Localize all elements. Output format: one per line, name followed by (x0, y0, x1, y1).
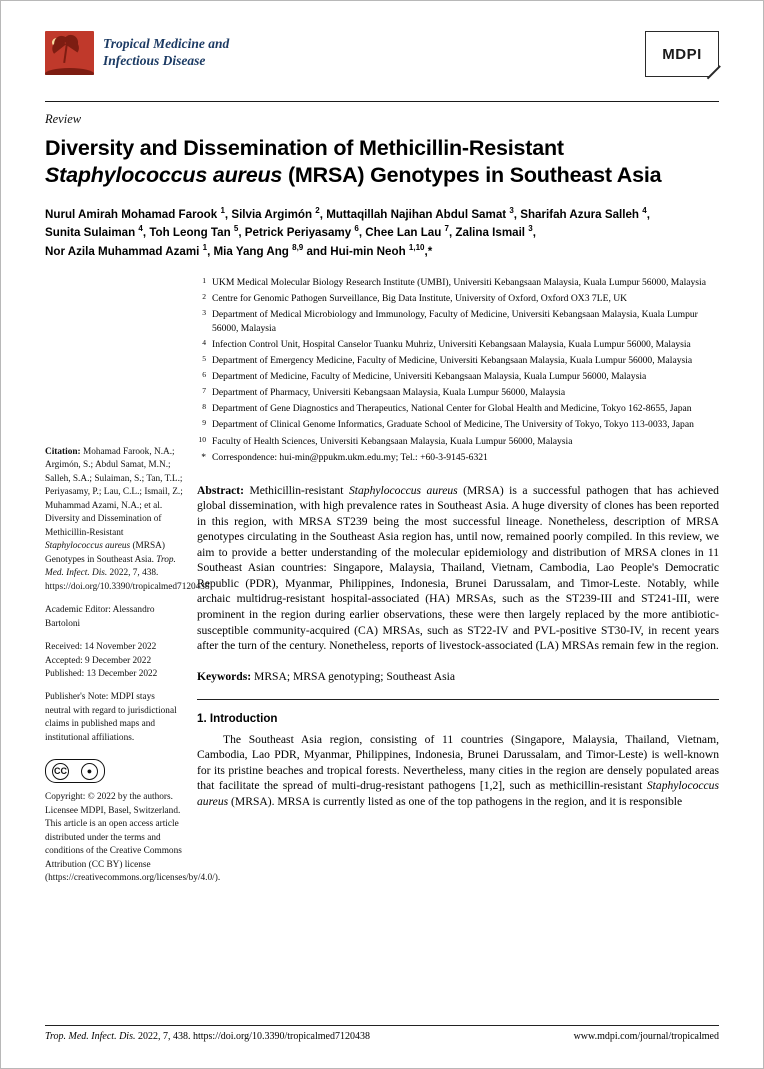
accepted-date: Accepted: 9 December 2022 (45, 655, 152, 666)
header-divider (45, 101, 719, 102)
affiliation-item (197, 308, 719, 335)
title-line1: Diversity and Dissemination of Methicillin-Resistant (45, 136, 564, 160)
affiliation-item (197, 402, 719, 416)
cc-by-mark (75, 760, 104, 782)
academic-editor-label: Academic Editor: (45, 605, 111, 616)
keywords-text: MRSA; MRSA genotyping; Southeast Asia (251, 669, 455, 683)
correspondence-marker: * (201, 451, 206, 463)
footer-journal: Trop. Med. Infect. Dis. (45, 1031, 136, 1042)
citation-text-1: Mohamad Farook, N.A.; Argimón, S.; Abdul Samat, M.N.; Salleh, S.A.; Sulaiman, S.; Tan, T.L.; Periyasamy, P.; Lau, C.L.; Ismail, Z.; Muhammad Azami, N.A.; et al. Diversity and Dissemination of Methicillin-Resistant (45, 446, 183, 538)
affiliation-text: Department of Medicine, Faculty of Medicine, Universiti Kebangsaan Malaysia, Kuala Lumpur 56000, Malaysia (212, 371, 647, 383)
cc-mark (46, 760, 75, 782)
affiliation-text: Faculty of Health Sciences, Universiti Kebangsaan Malaysia, Kuala Lumpur 56000, Malaysia (212, 435, 573, 447)
affiliation-item (197, 418, 719, 432)
affiliation-number: 10 (198, 434, 206, 444)
affiliation-item (197, 354, 719, 368)
affiliation-number: 9 (202, 418, 206, 428)
academic-editor (45, 604, 183, 631)
citation-label: Citation: (45, 446, 81, 457)
affiliation-number: 3 (202, 308, 206, 318)
publishers-note-label: Publisher's Note: (45, 692, 109, 703)
page-title (45, 135, 719, 190)
affiliation-text: Department of Gene Diagnostics and Therapeutics, National Center for Global Health and Medicine, Tokyo 162-8655, Japan (212, 403, 692, 415)
abstract-text-1: Methicillin-resistant (244, 483, 349, 497)
affiliation-number: 4 (202, 337, 206, 347)
journal-title-line2: Infectious Disease (103, 53, 206, 68)
affiliation-text: Infection Control Unit, Hospital Canselor Tuanku Muhriz, Universiti Kebangsaan Malaysia, Kuala Lumpur 56000, Malaysia (212, 338, 691, 350)
citation-block (45, 446, 210, 594)
cc-by-person-icon: ● (81, 763, 98, 780)
affiliation-text: Department of Clinical Genome Informatics, Graduate School of Medicine, The University of Tokyo, Tokyo 113-0033, Japan (212, 419, 694, 431)
affiliation-item (197, 276, 719, 290)
journal-title (103, 36, 229, 70)
creative-commons-by-icon (45, 759, 105, 783)
footer-url[interactable]: www.mdpi.com/journal/tropicalmed (573, 1031, 719, 1042)
citation-species: Staphylococcus aureus (45, 541, 131, 552)
article-type: Review (45, 112, 82, 126)
abstract (197, 483, 719, 654)
affiliation-text: Department of Pharmacy, Universiti Kebangsaan Malaysia, Kuala Lumpur 56000, Malaysia (212, 387, 566, 399)
affiliation-number: 6 (202, 370, 206, 380)
affiliation-number: 8 (202, 402, 206, 412)
academic-editor-name: Alessandro Bartoloni (45, 605, 155, 629)
affiliation-number: 5 (202, 353, 206, 363)
journal-brand (45, 31, 229, 75)
citation-text-3: 2022, 7, 438. https://doi.org/10.3390/tropicalmed7120438 (45, 568, 210, 592)
affiliation-number: 2 (202, 292, 206, 302)
introduction-text-2: (MRSA). MRSA is currently listed as one of the top pathogens in the region, and it is responsible (228, 794, 683, 808)
affiliation-item (197, 386, 719, 400)
affiliation-item (197, 435, 719, 449)
author-line-3: Nor Azila Muhammad Azami $^1$, Mia Yang Ang $^{8,9}$ and Hui-min Neoh $^{1,10}$,* (45, 243, 433, 259)
palm-tree-sun-logo (45, 31, 94, 75)
author-line-2: Sunita Sulaiman $^4$, Toh Leong Tan $^5$, Petrick Periyasamy $^6$, Chee Lan Lau $^7$, Zalina Ismail $^3$, (45, 224, 536, 240)
received-date: Received: 14 November 2022 (45, 642, 157, 653)
mdpi-logo-text: MDPI (662, 45, 702, 63)
affiliation-item (197, 292, 719, 306)
keywords (197, 670, 719, 683)
affiliation-number: 1 (202, 275, 206, 285)
author-list (45, 206, 719, 262)
affiliation-text: Department of Emergency Medicine, Faculty of Medicine, Universiti Kebangsaan Malaysia, Kuala Lumpur 56000, Malaysia (212, 354, 693, 366)
section-heading-introduction: 1. Introduction (197, 711, 278, 725)
abstract-species: Staphylococcus aureus (348, 483, 458, 497)
content-columns (45, 276, 719, 886)
affiliation-text: Centre for Genomic Pathogen Surveillance, Big Data Institute, University of Oxford, Oxford OX3 7LE, UK (212, 293, 628, 305)
publishers-note-text: MDPI stays neutral with regard to jurisdictional claims in published maps and institutional affiliations. (45, 692, 177, 743)
citation-text-2: (MRSA) Genotypes in Southeast Asia. (45, 541, 165, 565)
affiliation-text: Department of Medical Microbiology and Immunology, Faculty of Medicine, Universiti Kebangsaan Malaysia, Kuala Lumpur 56000, Malaysia (212, 309, 698, 334)
citation-journal: Trop. Med. Infect. Dis. (45, 554, 176, 579)
author-line-1: Nurul Amirah Mohamad Farook $^1$, Silvia Argimón $^2$, Muttaqillah Najihan Abdul Samat $^3$, Sharifah Azura Salleh $^4$, (45, 205, 650, 221)
copyright-label: Copyright: (45, 792, 86, 803)
mdpi-logo (645, 31, 719, 77)
publishers-note (45, 691, 183, 745)
correspondence-text[interactable]: Correspondence: hui-min@ppukm.ukm.edu.my; Tel.: +60-3-9145-6321 (212, 451, 488, 463)
affiliation-item (197, 370, 719, 384)
introduction-species: Staphylococcus aureus (197, 779, 719, 808)
copyright-text: © 2022 by the authors. Licensee MDPI, Basel, Switzerland. This article is an open access article distributed under the terms and conditions of the Creative Commons Attribution (CC BY) license (https://creativecommons.org/licenses/by/4.0/). (45, 792, 221, 884)
journal-title-line1: Tropical Medicine and (103, 36, 230, 52)
affiliation-item (197, 338, 719, 352)
cc-mark-text: CC (52, 763, 69, 780)
footer-citation (45, 1031, 370, 1042)
title-line2-rest: (MRSA) Genotypes in Southeast Asia (282, 163, 662, 188)
page-header (45, 31, 719, 97)
copyright-block (45, 791, 221, 885)
introduction-paragraph (197, 732, 719, 810)
page-footer (45, 1025, 719, 1042)
section-divider (197, 699, 719, 700)
affiliation-list (197, 276, 719, 464)
correspondence-item (197, 451, 719, 465)
introduction-text-1: The Southeast Asia region, consisting of 11 countries (Singapore, Malaysia, Thailand, Vietnam, Cambodia, Lao PDR, Myanmar, Philippines, Indonesia, Brunei Darussalam, and Timor-Leste) is well-known for its pristine beaches and tropical forests. Nevertheless, many cities in the region are densely populated areas that facilitate the spread of multi-drug-resistant pathogens [1,2], such as methicillin-resistant (197, 732, 719, 793)
abstract-text-2: (MRSA) is a successful pathogen that has achieved global dissemination, with high prevalence rates in Southeast Asia. A huge diversity of clones has been reported in this region, with MRSA ST239 being the most successful lineage. Nonetheless, description of MRSA genotypes circulating in the Southeast Asia region has, until now, remained poorly compiled. In this review, we aim to provide a better understanding of the molecular epidemiology and distribution of MRSA clones in 11 Southeast Asian countries: Singapore, Malaysia, Thailand, Vietnam, Cambodia, Lao People's Democratic Republic (PDR), Myanmar, Philippines, Indonesia, Brunei Darussalam, and Timor-Leste. Notably, while archaic multidrug-resistant hospital-associated (HA) MRSAs, such as the ST239-III and ST241-III, were prominent in the region during earlier observations, these were then largely replaced by the more antibiotic-susceptible community-acquired (CA) MRSAs, such as ST22-IV and PVL-positive ST30-IV, in recent years after the turn of the century. Nonetheless, reports of livestock-associated (LA) MRSAs remain few in the region. (197, 483, 719, 653)
affiliation-number: 7 (202, 386, 206, 396)
title-species: Staphylococcus aureus (45, 163, 283, 188)
keywords-label: Keywords: (197, 669, 252, 683)
main-column (197, 276, 719, 886)
abstract-label: Abstract: (197, 483, 245, 497)
affiliation-text: UKM Medical Molecular Biology Research Institute (UMBI), Universiti Kebangsaan Malaysia, Kuala Lumpur 56000, Malaysia (212, 276, 706, 288)
published-date: Published: 13 December 2022 (45, 668, 158, 679)
footer-doi: 2022, 7, 438. https://doi.org/10.3390/tropicalmed7120438 (135, 1031, 370, 1042)
